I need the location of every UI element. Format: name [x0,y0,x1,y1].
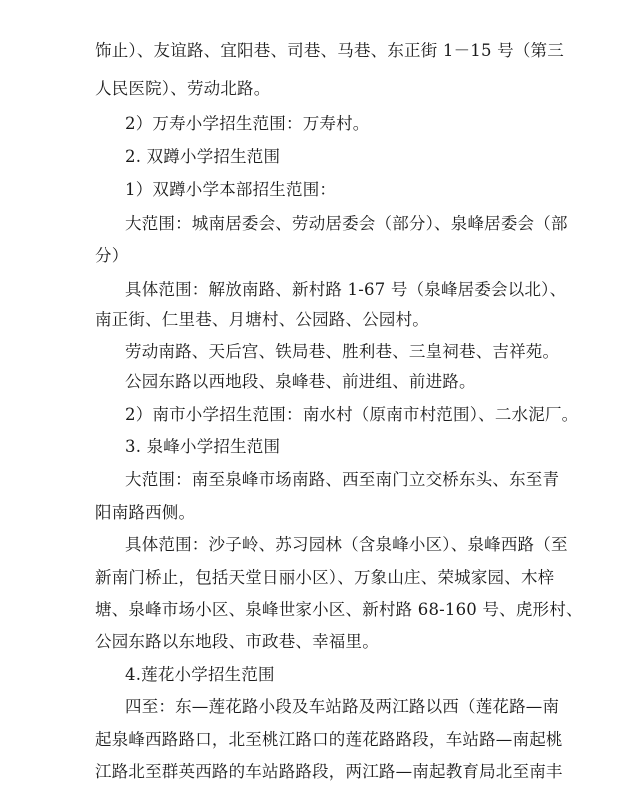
text-line: 大范围：南至泉峰市场南路、西至南门立交桥东头、东至青 [125,470,560,489]
text-line: 分） [95,246,129,265]
text-line: 起泉峰西路路口，北至桃江路口的莲花路路段，车站路—南起桃 [95,730,563,749]
text-line: 饰止）、友谊路、宜阳巷、司巷、马巷、东正街 1－15 号（第三 [95,41,564,60]
text-line: 1）双蹲小学本部招生范围： [125,180,337,199]
text-line: 具体范围：解放南路、新村路 1-67 号（泉峰居委会以北）、 [125,280,567,299]
section-heading: 4.莲花小学招生范围 [125,665,275,684]
text-line: 大范围：城南居委会、劳动居委会（部分）、泉峰居委会（部 [125,214,568,233]
text-line: 具体范围：沙子岭、苏习园林（含泉峰小区）、泉峰西路（至 [125,535,568,554]
text-line: 2）南市小学招生范围：南水村（原南市村范围）、二水泥厂。 [125,405,579,424]
text-line: 塘、泉峰市场小区、泉峰世家小区、新村路 68-160 号、虎形村、 [95,600,583,619]
text-line: 劳动南路、天后宫、铁局巷、胜利巷、三皇祠巷、吉祥苑。 [125,342,560,361]
section-heading: 3. 泉峰小学招生范围 [125,437,281,456]
text-line: 公园东路以东地段、市政巷、幸福里。 [95,632,379,651]
section-heading: 2. 双蹲小学招生范围 [125,147,281,166]
text-line: 人民医院）、劳动北路。 [95,79,271,98]
text-line: 公园东路以西地段、泉峰巷、前进组、前进路。 [125,372,476,391]
text-line: 四至：东—莲花路小段及车站路及两江路以西（莲花路—南 [125,697,560,716]
text-line: 江路北至群英西路的车站路路段，两江路—南起教育局北至南丰 [95,762,563,781]
text-line: 南正街、仁里巷、月塘村、公园路、公园村。 [95,310,429,329]
text-line: 2）万寿小学招生范围：万寿村。 [125,114,370,133]
text-line: 新南门桥止，包括天堂日丽小区）、万象山庄、荣城家园、木梓 [95,568,555,587]
text-line: 阳南路西侧。 [95,503,196,522]
